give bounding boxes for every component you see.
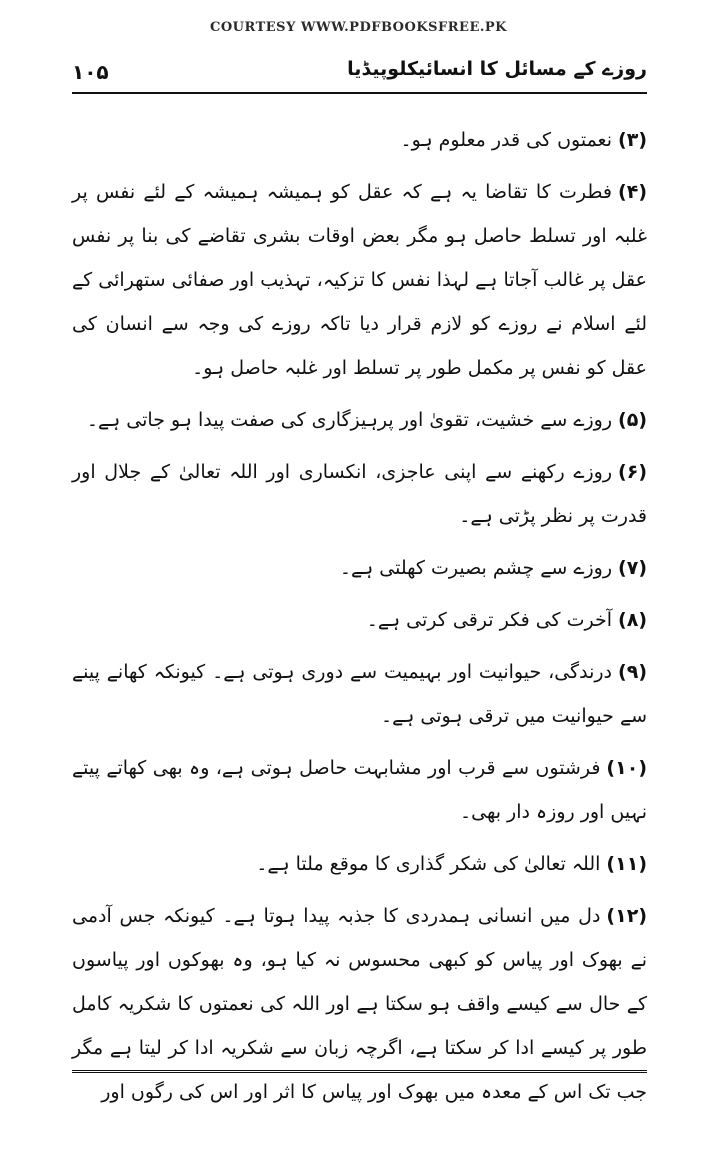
list-item-4 [72,170,647,390]
item-number: (۶) [618,461,647,483]
list-item-12 [72,894,647,1114]
item-text: روزے رکھنے سے اپنی عاجزی، انکساری اور اللہ تعالیٰ کے جلال اور قدرت پر نظر پڑتی ہے۔ [72,461,647,527]
list-item-10 [72,746,647,834]
page-number: ۱۰۵ [72,60,109,84]
item-text: فطرت کا تقاضا یہ ہے کہ عقل کو ہمیشہ ہمیشہ کے لئے نفس پر غلبہ اور تسلط حاصل ہو مگر بعض اوقات بشری تقاضے کی بنا پر نفس عقل پر غالب آجاتا ہے لہذا نفس کا تزکیہ، تہذیب اور صفائی ستھرائی کے لئے اسلام نے روزے کو لازم قرار دیا تاکہ روزے کی وجہ سے انسان کی عقل کو نفس پر مکمل طور پر تسلط اور غلبہ حاصل ہو۔ [72,181,647,379]
item-number: (۴) [618,181,647,203]
item-number: (۱۱) [606,853,647,875]
running-title: روزے کے مسائل کا انسائیکلوپیڈیا [347,58,647,80]
list-item-6 [72,450,647,538]
item-number: (۱۲) [606,905,647,927]
courtesy-watermark: COURTESY WWW.PDFBOOKSFREE.PK [210,20,507,35]
item-text: فرشتوں سے قرب اور مشابہت حاصل ہوتی ہے، وہ بھی کھاتے پیتے نہیں اور روزہ دار بھی۔ [72,757,647,823]
footer-divider [72,1070,647,1073]
item-text: درندگی، حیوانیت اور بہیمیت سے دوری ہوتی ہے۔ کیونکہ کھانے پینے سے حیوانیت میں ترقی ہوتی ہے۔ [72,661,647,727]
item-text: آخرت کی فکر ترقی کرتی ہے۔ [366,609,613,631]
item-text: دل میں انسانی ہمدردی کا جذبہ پیدا ہوتا ہے۔ کیونکہ جس آدمی نے بھوک اور پیاس کو کبھی محسوس نہ کیا ہو، وہ بھوکوں اور پیاسوں کے حال سے کیسے واقف ہو سکتا ہے اور اللہ کی نعمتوں کا شکریہ کامل طور پر کیسے ادا کر سکتا ہے، اگرچہ زبان سے شکریہ ادا کر لیتا ہے مگر جب تک اس کے معدہ میں بھوک اور پیاس کا اثر اور اس کی رگوں اور [72,905,647,1103]
item-number: (۸) [618,609,647,631]
page-header [72,56,647,90]
item-number: (۵) [618,409,647,431]
list-item-7 [72,546,647,590]
list-item-3 [72,118,647,162]
list-item-11 [72,842,647,886]
item-number: (۳) [618,129,647,151]
item-text: روزے سے خشیت، تقویٰ اور پرہیزگاری کی صفت پیدا ہو جاتی ہے۔ [86,409,613,431]
item-number: (۹) [618,661,647,683]
header-divider [72,92,647,94]
list-item-8 [72,598,647,642]
item-number: (۱۰) [606,757,647,779]
item-text: نعمتوں کی قدر معلوم ہو۔ [400,129,613,151]
list-item-5 [72,398,647,442]
item-number: (۷) [618,557,647,579]
item-text: روزے سے چشم بصیرت کھلتی ہے۔ [339,557,613,579]
item-text: اللہ تعالیٰ کی شکر گذاری کا موقع ملتا ہے۔ [256,853,601,875]
list-item-9 [72,650,647,738]
page-body [72,118,647,1122]
